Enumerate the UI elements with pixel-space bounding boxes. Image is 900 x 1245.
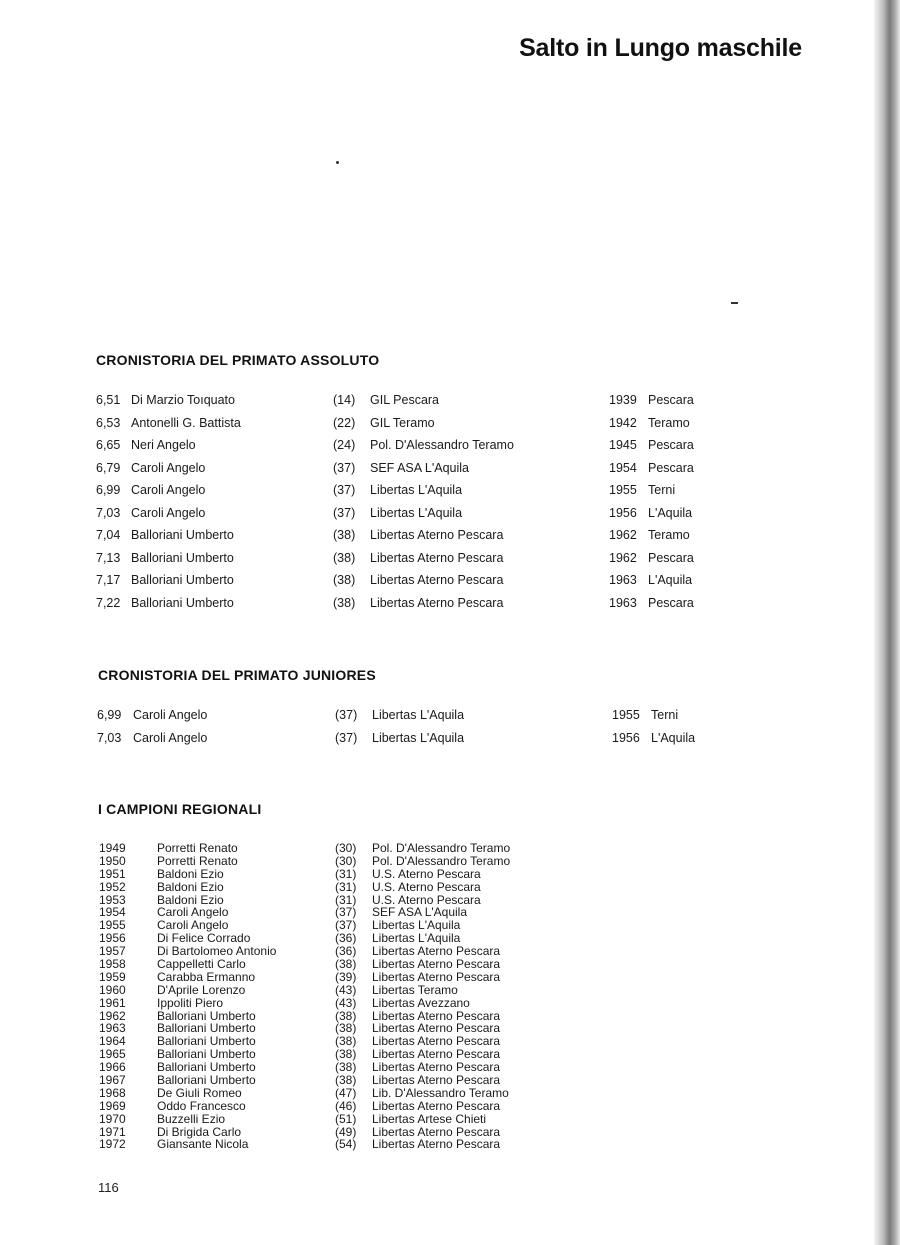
athlete-name: Balloriani Umberto <box>157 1008 256 1023</box>
record-year: 1956 <box>612 731 640 745</box>
athlete-name: Caroli Angelo <box>131 505 206 520</box>
athlete-name: Giansante Nicola <box>157 1137 249 1152</box>
birth-year: (49) <box>335 1124 357 1139</box>
champion-row <box>0 971 900 984</box>
champion-year: 1960 <box>99 982 126 997</box>
club-name: Libertas Aterno Pescara <box>370 550 504 565</box>
birth-year: (30) <box>335 853 357 868</box>
champion-row <box>0 958 900 971</box>
record-row <box>0 708 900 728</box>
record-year: 1963 <box>609 595 637 610</box>
club-name: GIL Teramo <box>370 415 435 430</box>
club-name: Libertas L'Aquila <box>372 708 465 722</box>
record-place: Pescara <box>648 460 694 475</box>
record-place: L'Aquila <box>648 573 693 587</box>
champion-year: 1950 <box>99 853 126 868</box>
record-row <box>0 438 900 458</box>
club-name: U.S. Aterno Pescara <box>372 866 481 881</box>
birth-year: (38) <box>335 1021 357 1036</box>
page-number: 116 <box>98 1180 119 1195</box>
birth-year: (37) <box>333 505 356 520</box>
champion-year: 1966 <box>99 1060 126 1075</box>
champion-row <box>0 881 900 894</box>
club-name: SEF ASA L'Aquila <box>370 460 469 475</box>
mark: 7,03 <box>97 731 122 745</box>
champion-year: 1961 <box>99 995 126 1010</box>
record-year: 1954 <box>609 460 637 475</box>
birth-year: (36) <box>335 944 357 959</box>
record-place: Teramo <box>648 415 690 430</box>
record-place: Terni <box>648 483 676 497</box>
champion-year: 1956 <box>99 931 126 946</box>
athlete-name: Balloriani Umberto <box>157 1034 256 1049</box>
champion-year: 1963 <box>99 1021 126 1036</box>
champion-year: 1952 <box>99 879 126 894</box>
club-name: Libertas Aterno Pescara <box>372 969 501 984</box>
club-name: Libertas Aterno Pescara <box>370 528 504 542</box>
heading-primato-assoluto: CRONISTORIA DEL PRIMATO ASSOLUTO <box>96 352 380 368</box>
athlete-name: Buzzelli Ezio <box>157 1111 226 1126</box>
birth-year: (37) <box>335 905 357 920</box>
athlete-name: Balloriani Umberto <box>157 1073 256 1088</box>
club-name: Libertas Aterno Pescara <box>372 1047 501 1062</box>
mark: 7,13 <box>96 550 121 565</box>
club-name: U.S. Aterno Pescara <box>372 879 481 894</box>
birth-year: (14) <box>333 393 356 407</box>
record-row <box>0 731 900 751</box>
champion-year: 1957 <box>99 944 126 959</box>
club-name: Libertas L'Aquila <box>372 918 461 933</box>
club-name: Libertas Aterno Pescara <box>372 1124 501 1139</box>
club-name: Libertas L'Aquila <box>370 483 463 497</box>
birth-year: (38) <box>335 1047 357 1062</box>
athlete-name: Cappelletti Carlo <box>157 957 246 972</box>
record-place: L'Aquila <box>651 731 696 745</box>
mark: 6,65 <box>96 438 121 452</box>
athlete-name: Balloriani Umberto <box>131 528 234 542</box>
record-year: 1956 <box>609 505 637 520</box>
athlete-name: Balloriani Umberto <box>157 1021 256 1036</box>
athlete-name: Balloriani Umberto <box>131 573 234 587</box>
champion-year: 1955 <box>99 918 126 933</box>
athlete-name: Antonelli G. Battista <box>131 415 241 430</box>
athlete-name: Caroli Angelo <box>157 918 229 933</box>
champion-row <box>0 842 900 855</box>
club-name: GIL Pescara <box>370 393 440 407</box>
club-name: Libertas Artese Chieti <box>372 1111 487 1126</box>
club-name: Libertas Aterno Pescara <box>372 1060 501 1075</box>
print-dash <box>731 302 738 304</box>
record-row <box>0 551 900 571</box>
champion-row <box>0 1138 900 1151</box>
record-row <box>0 393 900 413</box>
club-name: Libertas L'Aquila <box>372 931 461 946</box>
champion-year: 1965 <box>99 1047 126 1062</box>
champion-year: 1953 <box>99 892 126 907</box>
club-name: Libertas Aterno Pescara <box>370 595 504 610</box>
club-name: Libertas L'Aquila <box>370 505 463 520</box>
athlete-name: Balloriani Umberto <box>157 1060 256 1075</box>
club-name: Libertas Aterno Pescara <box>372 957 501 972</box>
mark: 6,51 <box>96 393 121 407</box>
birth-year: (31) <box>335 879 357 894</box>
birth-year: (38) <box>333 595 356 610</box>
athlete-name: Di Brigida Carlo <box>157 1124 242 1139</box>
birth-year: (54) <box>335 1137 357 1152</box>
record-row <box>0 596 900 616</box>
club-name: Libertas Aterno Pescara <box>372 1008 501 1023</box>
athlete-name: Balloriani Umberto <box>131 550 234 565</box>
athlete-name: Baldoni Ezio <box>157 866 224 881</box>
birth-year: (37) <box>335 731 358 745</box>
heading-campioni-regionali: I CAMPIONI REGIONALI <box>98 801 262 817</box>
birth-year: (37) <box>333 460 356 475</box>
champion-row <box>0 868 900 881</box>
athlete-name: Baldoni Ezio <box>157 892 224 907</box>
record-row <box>0 573 900 593</box>
record-place: Pescara <box>648 393 694 407</box>
birth-year: (30) <box>335 841 357 855</box>
champion-row <box>0 997 900 1010</box>
club-name: Libertas Aterno Pescara <box>372 1098 501 1113</box>
birth-year: (38) <box>335 1034 357 1049</box>
champion-year: 1958 <box>99 957 126 972</box>
record-year: 1963 <box>609 573 637 587</box>
birth-year: (22) <box>333 415 356 430</box>
birth-year: (36) <box>335 931 357 946</box>
champion-year: 1964 <box>99 1034 126 1049</box>
birth-year: (38) <box>335 1008 357 1023</box>
club-name: Libertas Aterno Pescara <box>372 1021 501 1036</box>
birth-year: (38) <box>335 1073 357 1088</box>
club-name: Libertas Aterno Pescara <box>372 1073 501 1088</box>
record-row <box>0 506 900 526</box>
champion-year: 1951 <box>99 866 126 881</box>
athlete-name: Caroli Angelo <box>133 708 208 722</box>
birth-year: (51) <box>335 1111 357 1126</box>
record-year: 1945 <box>609 438 637 452</box>
club-name: U.S. Aterno Pescara <box>372 892 481 907</box>
club-name: Libertas Teramo <box>372 982 458 997</box>
club-name: Libertas Aterno Pescara <box>372 1034 501 1049</box>
record-year: 1955 <box>609 483 637 497</box>
record-place: L'Aquila <box>648 505 693 520</box>
champion-row <box>0 984 900 997</box>
club-name: Pol. D'Alessandro Teramo <box>372 853 511 868</box>
club-name: Pol. D'Alessandro Teramo <box>370 438 514 452</box>
record-year: 1962 <box>609 528 637 542</box>
birth-year: (31) <box>335 866 357 881</box>
record-row <box>0 416 900 436</box>
birth-year: (37) <box>333 483 356 497</box>
page-title: Salto in Lungo maschile <box>519 34 802 62</box>
print-speck <box>336 161 339 164</box>
athlete-name: Porretti Renato <box>157 841 238 855</box>
record-place: Pescara <box>648 595 694 610</box>
champion-year: 1968 <box>99 1085 126 1100</box>
heading-primato-juniores: CRONISTORIA DEL PRIMATO JUNIORES <box>98 667 376 683</box>
birth-year: (43) <box>335 995 357 1010</box>
birth-year: (37) <box>335 918 357 933</box>
mark: 7,03 <box>96 505 121 520</box>
club-name: Lib. D'Alessandro Teramo <box>372 1085 509 1100</box>
athlete-name: De Giuli Romeo <box>157 1085 242 1100</box>
athlete-name: Di Marzio Toıquato <box>131 393 235 407</box>
champion-row <box>0 855 900 868</box>
athlete-name: D'Aprile Lorenzo <box>157 982 246 997</box>
champion-year: 1949 <box>99 841 126 855</box>
birth-year: (37) <box>335 708 358 722</box>
club-name: Libertas Avezzano <box>372 995 470 1010</box>
athlete-name: Balloriani Umberto <box>157 1047 256 1062</box>
mark: 6,99 <box>97 708 122 722</box>
record-place: Pescara <box>648 550 694 565</box>
athlete-name: Baldoni Ezio <box>157 879 224 894</box>
birth-year: (31) <box>335 892 357 907</box>
champion-row <box>0 1113 900 1126</box>
champion-row <box>0 1074 900 1087</box>
record-year: 1955 <box>612 708 640 722</box>
mark: 7,17 <box>96 573 121 587</box>
champion-year: 1967 <box>99 1073 126 1088</box>
club-name: Libertas Aterno Pescara <box>372 944 501 959</box>
club-name: Libertas Aterno Pescara <box>372 1137 501 1152</box>
athlete-name: Di Felice Corrado <box>157 931 251 946</box>
record-row <box>0 483 900 503</box>
champion-year: 1972 <box>99 1137 126 1152</box>
birth-year: (38) <box>335 1060 357 1075</box>
champion-row <box>0 1100 900 1113</box>
record-place: Teramo <box>648 528 690 542</box>
record-place: Pescara <box>648 438 694 452</box>
mark: 7,04 <box>96 528 121 542</box>
champion-row <box>0 1087 900 1100</box>
athlete-name: Oddo Francesco <box>157 1098 246 1113</box>
athlete-name: Neri Angelo <box>131 438 196 452</box>
club-name: Libertas L'Aquila <box>372 731 465 745</box>
champion-year: 1969 <box>99 1098 126 1113</box>
record-row <box>0 528 900 548</box>
birth-year: (24) <box>333 438 356 452</box>
champion-year: 1954 <box>99 905 126 920</box>
athlete-name: Balloriani Umberto <box>131 595 234 610</box>
athlete-name: Carabba Ermanno <box>157 969 256 984</box>
athlete-name: Caroli Angelo <box>131 483 206 497</box>
birth-year: (38) <box>333 550 356 565</box>
champion-year: 1962 <box>99 1008 126 1023</box>
club-name: Libertas Aterno Pescara <box>370 573 504 587</box>
record-row <box>0 461 900 481</box>
birth-year: (38) <box>333 573 356 587</box>
club-name: Pol. D'Alessandro Teramo <box>372 841 511 855</box>
birth-year: (43) <box>335 982 357 997</box>
mark: 7,22 <box>96 595 121 610</box>
athlete-name: Porretti Renato <box>157 853 238 868</box>
mark: 6,53 <box>96 415 121 430</box>
champion-year: 1970 <box>99 1111 126 1126</box>
athlete-name: Caroli Angelo <box>157 905 229 920</box>
record-year: 1939 <box>609 393 637 407</box>
campioni-table <box>0 842 900 1151</box>
record-year: 1942 <box>609 415 637 430</box>
mark: 6,99 <box>96 483 121 497</box>
champion-year: 1971 <box>99 1124 126 1139</box>
mark: 6,79 <box>96 460 121 475</box>
athlete-name: Caroli Angelo <box>133 731 208 745</box>
athlete-name: Ippoliti Piero <box>157 995 224 1010</box>
birth-year: (47) <box>335 1085 357 1100</box>
birth-year: (38) <box>335 957 357 972</box>
club-name: SEF ASA L'Aquila <box>372 905 468 920</box>
champion-year: 1959 <box>99 969 126 984</box>
birth-year: (38) <box>333 528 356 542</box>
birth-year: (46) <box>335 1098 357 1113</box>
record-place: Terni <box>651 708 679 722</box>
athlete-name: Di Bartolomeo Antonio <box>157 944 277 959</box>
athlete-name: Caroli Angelo <box>131 460 206 475</box>
birth-year: (39) <box>335 969 357 984</box>
record-year: 1962 <box>609 550 637 565</box>
